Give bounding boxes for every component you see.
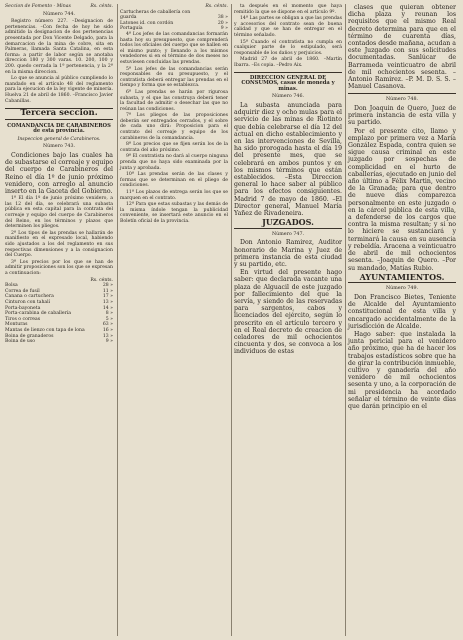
section-title: AYUNTAMIENTOS. — [348, 275, 456, 284]
paragraph: Registro número 227. –Designacion de pertenencias. –Con fecha de hoy he sido admitido la designacion de dos pertenencias presentada por Don Vicente Delgado, para la demarcacion de la mina de cobre, sita en Palmeras, llamada Santa Catalina, en esta forma: a partir de labor según se anotaba direccion 180 y 300 varas. 10. 200, 100 y 200. quedo cerrada la 1ª pertenencia, y la 2ª en la misma direccion. — [5, 19, 113, 75]
divider — [348, 93, 456, 94]
notice-number: Número 749. — [385, 286, 419, 292]
lead-paragraph: La subasta anunciada para adquirir diez y ocho mulas para el servicio de las minas de Riotinto que debía celebrarse el día 12 del actual en dicho establecimiento y en las intervenciones de Sevilla, ha sido prorogada hasta el día 19 del presente mes, que se celebrará en ambos puntos y en los mismos términos que están establecidos. –Esta Direccion general lo hace saber al público para los efectos consiguientes. Madrid 7 de mayo de 1860. –El Director general, Manuel María Yañez de Rivadeneira. — [234, 101, 342, 217]
column-4 — [348, 4, 456, 411]
lead-paragraph: Don Antonio Ramirez, Auditor honorario de Marina y Juez de primera instancia de esta ciudad y su partido, etc. — [234, 239, 342, 268]
price-row: Portaguía 9 » — [120, 26, 228, 32]
column-divider — [117, 4, 118, 636]
notice-number: Número 746. — [271, 94, 305, 100]
price-row: Bolsa 28 » — [5, 283, 113, 289]
lead-paragraph: Condiciones bajo las cuales ha de subastarse el correaje y equipo del cuerpo de Carabineros del Reino el día 1º de junio próximo venidero, con arreglo al anuncio inserto en la Gaceta del Gobierno. — [5, 152, 113, 196]
column-divider — [345, 4, 346, 636]
paragraph: 12ª Para que estas subastas y las demás de la misma índole tengan la publicidad conveniente, se insertará este anuncio en el Boletín oficial de la provincia. — [120, 202, 228, 224]
paragraph: Por el presente cito, llamo y emplazo por primera vez a María González Espada, contra quien se sigue causa criminal en este juzgado por sospechas de complicidad en el hurto de caballerías, ejecutado en junio del año último a Félix Martin, vecino de la Granada; para que dentro de nueve días comparezca personalmente en este juzgado o en la cárcel pública de esta villa, a defenderse de los cargos que contra la misma resultan; y si no lo hiciere se sustanciará y terminará la causa en su ausencia y rebeldía. Aracena a veinticuatro de abril de mil ochocientos sesenta. –Joaquin de Quero. –Por su mandado, Matías Rubio. — [348, 127, 456, 272]
paragraph: 9ª El contratista no dará al cuerpo ninguna prenda que no haya sido examinada por la junta y aprobada. — [120, 154, 228, 171]
paragraph: 3ª Los precios por los que se han de admitir proposiciones son los que se expresan a continuacion: — [5, 259, 113, 276]
paragraph: 4ª Los jefes de las comandancias formarán hasta hoy su presupuesto, que comprenderá todos los oficiales del cuerpo que se hallen en el mismo punto; y llenando a los mismos vendedores si en el término de dos meses no estuviesen concluidas las prendas. — [120, 31, 228, 65]
section-header: Rs. cénts. — [205, 4, 228, 9]
paragraph: 14ª Las partes se obligan a que las prendas y accesorios del contrato sean de buena calidad y que se han de entregar en el término señalado. — [234, 16, 342, 38]
signature: Madrid 27 de abril de 1860. –Martín Ibarra. –Es copia. –Pedro Aix. — [234, 57, 342, 68]
price-row: Monturas 63 » — [5, 322, 113, 328]
paragraph: 7ª Los pliegos de las proposiciones deberán ser entregados cerrados, y el sobre de cada uno dirá: Proposicion para el contrato del correaje y equipo de los carabineros de la comandancia. — [120, 113, 228, 141]
price-row: Boina de uso 9 » — [5, 339, 113, 345]
paragraph: 1ª El día 1º de junio próximo venidero, a las 12 del día, se celebrará una subasta pública en esta capital para la contrata del correaje y equipo del cuerpo de Carabineros del Reino, en los términos y plazos que determinen los pliegos. — [5, 196, 113, 230]
lead-paragraph: Don Joaquin de Quero, Juez de primera instancia de esta villa y su partido. — [348, 105, 456, 127]
heading: COMANDANCIA DE CARABINEROS de esta provincia. — [7, 122, 111, 135]
paragraph: ta después en el momento que haya remitido la que se dispone en el artículo 9º. — [234, 4, 342, 15]
paragraph: 6ª Las prendas se harán por rigurosa subasta, y el que las construya deberá tener la facultad de admitir o desechar las que no reúnan las condiciones. — [120, 89, 228, 112]
column-divider — [231, 4, 232, 636]
price-row: guarda 38 » — [120, 15, 228, 21]
paragraph: 11ª Los plazos de entrega serán los que se marquen en el contrato. — [120, 190, 228, 201]
notice-number: Número 748. — [385, 97, 419, 103]
column-2 — [120, 4, 228, 226]
price-list-header: Rs. cénts. — [90, 277, 113, 283]
paragraph: 5ª Los jefes de las comandancias serán responsables de su presupuesto, y el contratista deberá entregar las prendas en el tiempo y forma que se establezca. — [120, 66, 228, 89]
paragraph: Lo que se anuncia al público cumpliendo lo mandado en el artículo 48 del reglamento para la ejecucion de la ley vigente de minería. Huelva 21 de abril de 1860. –Francisco Javier Cabanillas. — [5, 76, 113, 104]
lead-paragraph: Don Francisco Bietes, Teniente de Alcalde del Ayuntamiento constitucional de esta villa y encargado accidentalmente de la jurisdicción de Alcalde. — [348, 293, 456, 330]
notice-number: Número 743. — [42, 144, 76, 150]
price-row: Porta-carabina de caballería 8 » — [5, 311, 113, 317]
paragraph: En virtud del presente hago saber: que declarada vacante una plaza de Alguacil de este juzgado por fallecimiento del que la servía, y siendo de las reservadas para sargentos, cabos y licenciados del ejército, según lo prescrito en el artículo tercero y en el Real decreto de creacion de celadores de mil ochocientos cincuenta y dos, se convoca a los individuos de estas — [234, 269, 342, 356]
price-row: Tiros o correas 5 » — [5, 316, 113, 322]
section-title: JUZGADOS. — [234, 220, 342, 229]
lead-paragraph: clases que quieran obtener dicha plaza y reunan los requisitos que el mismo Real decreto determina para que en el término de cuarenta días, contados desde mañana, acudan a este Juzgado con sus solicitudes documentadas. Sanlúcar de Barrameda veinticuatro de abril de mil ochocientos sesenta. –Antonio Ramirez. –P. M. D. S. S. –Manuel Casanova. — [348, 4, 456, 91]
paragraph: 2ª Los tipos de las prendas se hallarán de manifiesto en el expresado local, habiendo sido ajustados a los del reglamento en sus respectivas dimensiones y a la consignacion del Cuerpo. — [5, 230, 113, 259]
divider — [234, 72, 342, 73]
price-row: Boina de granaderos 13 » — [5, 333, 113, 339]
price-row: Porta-bayoneta 14 » — [5, 305, 113, 311]
paragraph: 10ª Las prendas serán de las clases y formas que se determinan en el pliego de condiciones. — [120, 172, 228, 189]
paragraph: 15ª Cuando el contratista no cumpla en cualquier parte de lo estipulado, será responsable de los daños y perjuicios. — [234, 39, 342, 56]
price-row: Latones id. con cordón 20 » — [120, 20, 228, 26]
column-3 — [234, 4, 342, 357]
notice-number: Número 744. — [42, 11, 76, 17]
price-row: Correa de fusil 11 » — [5, 288, 113, 294]
price-row: Mantas de lienzo con tapa de lona 16 » — [5, 327, 113, 333]
price-row: Cinturon con tahalí 13 » — [5, 299, 113, 305]
column-1 — [5, 4, 113, 345]
price-row: Cartucheras de caballería con — [120, 9, 191, 15]
price-row: Canana o cartuchera 17 » — [5, 294, 113, 300]
notice-number: Número 747. — [271, 231, 305, 237]
paragraph: 8ª Los precios que se fijen serán los de la contrata del año próximo. — [120, 142, 228, 153]
section-title: Tercera seccion. — [5, 108, 113, 120]
paragraph: Hago saber: que instalada la junta pericial para el venidero año próximo, que ha de hacer los trabajos estadísticos sobre que ha de girar la contribución inmueble, cultivo y ganadería del año venidero de mil ochocientos sesenta y uno, a la corporación de mi presidencia ha acordado señalar el término de veinte días que darán principio en el — [348, 330, 456, 410]
section-header: Seccion de Fomento - Minas Rs. cénts. — [5, 4, 113, 9]
heading: DIRECCION GENERAL DE CONSUMOS, casas de moneda y minas. — [241, 74, 335, 92]
subheading: Inspeccion general de Carabineros. — [17, 136, 101, 142]
